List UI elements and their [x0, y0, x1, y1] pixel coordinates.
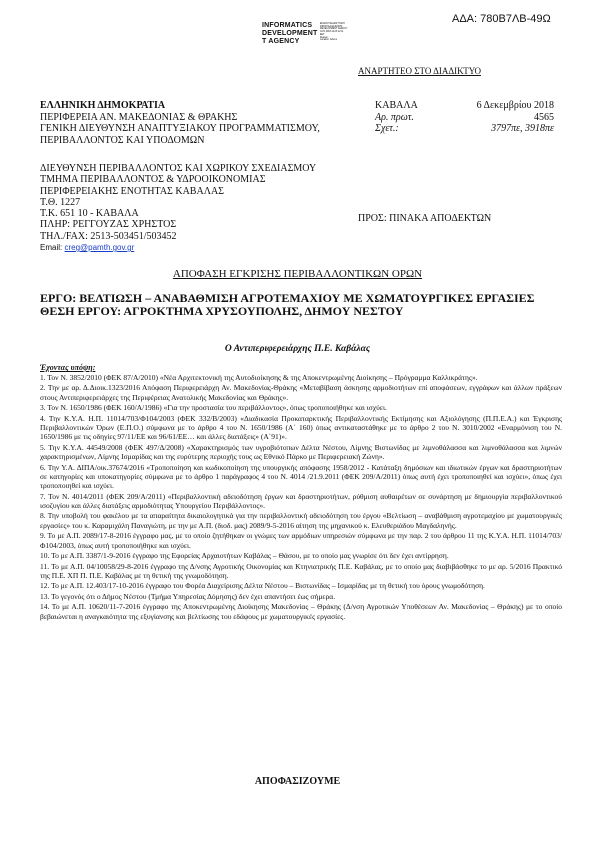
list-item: 11. Το με Α.Π. 04/10058/29-8-2016 έγγραφο της Δ/νσης Αγροτικής Οικονομίας και Κτηνιατρικής Π.Ε. Καβάλας, με το οποίο μας διαβιβάσθηκε το με αρ. 5/2016 Πρακτικό της Π.Ε. ΧΠ Π. Π.Ε. Καβάλας με τη θετική της γνωμοδότηση. [40, 561, 562, 580]
project-location: ΘΕΣΗ ΕΡΓΟΥ: ΑΓΡΟΚΤΗΜΑ ΧΡΥΣΟΥΠΟΛΗΣ, ΔΗΜΟΥ ΝΕΣΤΟΥ [40, 304, 404, 318]
related-value: 3797πε, 3918πε [491, 123, 554, 134]
contact-person: ΠΛΗΡ: ΡΕΓΓΟΥΖΑΣ ΧΡΗΣΤΟΣ [40, 219, 177, 231]
stamp-org-name: INFORMATICS DEVELOPMENT T AGENCY [262, 22, 318, 45]
region-name: ΠΕΡΙΦΕΡΕΙΑ ΑΝ. ΜΑΚΕΔΟΝΙΑΣ & ΘΡΑΚΗΣ [40, 111, 238, 123]
list-item: 1. Τον Ν. 3852/2010 (ΦΕΚ 87/Α/2010) «Νέα Αρχιτεκτονική της Αυτοδιοίκησης & της Αποκεντρωμένης Διοίκησης – Πρόγραμμα Καλλικράτης». [40, 373, 478, 382]
email-label: Email: [40, 243, 63, 253]
telephone-fax: ΤΗΛ./FAX: 2513-503451/503452 [40, 230, 177, 242]
project-heading [40, 292, 570, 318]
reference-block [375, 100, 560, 135]
directorate-name: ΔΙΕΥΘΥΝΣΗ ΠΕΡΙΒΑΛΛΟΝΤΟΣ ΚΑΙ ΧΩΡΙΚΟΥ ΣΧΕΔΙΑΣΜΟΥ [40, 163, 317, 174]
list-item: 4. Την Κ.Υ.Α. Η.Π. 11014/703/Φ104/2003 (ΦΕΚ 332/Β/2003) «Διαδικασία Προκαταρκτικής Περιβαλλοντικής Εκτίμησης και Αξιολόγησης (Π.Π.Ε.Α.) και Έγκρισης Περιβαλλοντικών Όρων (Ε.Π.Ο.) σύμφωνα με το άρθρο 4 του Ν. 1650/1986 (Α΄ 160) όπως αντικαταστάθηκε με το άρθρο 2 του Ν. 3010/2002 «Εναρμόνιση του Ν. 1650/1986 με τις οδηγίες 97/11/ΕΕ και 96/61/ΕΕ… και άλλες διατάξεις» (Α΄91)». [40, 413, 562, 442]
list-item: 13. Το γεγονός ότι ο Δήμος Νέστου (Τμήμα Υπηρεσίας Δόμησης) δεν έχει απαντήσει έως σήμερα. [40, 591, 336, 601]
general-directorate-line1: ΓΕΝΙΚΗ ΔΙΕΥΘΥΝΣΗ ΑΝΑΠΤΥΞΙΑΚΟΥ ΠΡΟΓΡΑΜΜΑΤΙΣΜΟΥ, [40, 123, 320, 134]
recipients-line: ΠΡΟΣ: ΠΙΝΑΚΑ ΑΠΟΔΕΚΤΩΝ [358, 213, 492, 224]
related-label: Σχετ.: [375, 123, 399, 134]
digital-signature-stamp [262, 22, 372, 48]
list-item: 3. Τον Ν. 1650/1986 (ΦΕΚ 160/Α/1986) «Για την προστασία του περιβάλλοντος», όπως τροποποιήθηκε και ισχύει. [40, 403, 387, 413]
city: ΚΑΒΑΛΑ [375, 100, 418, 111]
list-item: 2. Την με αρ. Δ.Διοικ.1323/2016 Απόφαση Περιφερειάρχη Αν. Μακεδονίας-Θράκης «Μεταβίβαση άσκησης αρμοδιοτήτων επί αποφάσεων, εγγράφων και άλλων πράξεων στους Αντιπεριφερειάρχες της Περιφέρειας Ανατολικής Μακεδονίας και Θράκης». [40, 383, 562, 402]
department-block [40, 163, 370, 253]
list-item: 14. Το με Α.Π. 10620/11-7-2016 έγγραφο της Αποκεντρωμένης Διοίκησης Μακεδονίας – Θράκης (Δ/νση Αγροτικών Υποθέσεων Αν. Μακεδονίας – Θράκης) με το οποίο βεβαιώνεται η αναγκαιότητα της εξυγίανσης και βελτίωσης του εδάφους με χωματουργικές εργασίες. [40, 602, 562, 621]
protocol-number: 4565 [534, 111, 554, 123]
list-item: 6. Την Υ.Α. ΔΙΠΑ/οικ.37674/2016 «Τροποποίηση και κωδικοποίηση της υπουργικής απόφασης 1958/2012 - Κατάταξη δημόσιων και ιδιωτικών έργων και δραστηριοτήτων σε κατηγορίες και υποκατηγορίες σύμφωνα με το άρθρο 1 παράγραφος 4 του Ν. 4014 /21.9.2011 (ΦΕΚ 209/Α/2011) όπως αυτή έχει τροποποιηθεί και ισχύει», όπως έχει τροποποιηθεί και ισχύει. [40, 462, 562, 491]
considerations-heading: Έχοντας υπόψη: [40, 363, 96, 372]
country-name: ΕΛΛΗΝΙΚΗ ΔΗΜΟΚΡΑΤΙΑ [40, 100, 166, 111]
decision-heading: ΑΠΟΦΑΣΙΖΟΥΜΕ [254, 776, 341, 787]
protocol-label: Αρ. πρωτ. [375, 111, 414, 123]
po-box: Τ.Θ. 1227 [40, 196, 81, 208]
list-item: 9. Το με Α.Π. 2089/17-8-2016 έγγραφο μας, με το οποίο ζητήθηκαν οι γνώμες των αρμόδιων υπηρεσιών σύμφωνα με την παρ. 2 του άρθρου 11 της Κ.Υ.Α. Η.Π. 11014/703/Φ104/2003, όπως αυτή τροποποιήθηκε και ισχύει. [40, 531, 562, 550]
general-directorate-line2: ΠΕΡΙΒΑΛΛΟΝΤΟΣ ΚΑΙ ΥΠΟΔΟΜΩΝ [40, 134, 205, 146]
publish-online-note: ΑΝΑΡΤΗΤΕΟ ΣΤΟ ΔΙΑΔΙΚΤΥΟ [358, 66, 481, 76]
ada-code: ΑΔΑ: 780Β7ΛΒ-49Ω [452, 13, 551, 25]
email-link[interactable]: creg@pamth.gov.gr [64, 243, 135, 253]
regional-unit: ΠΕΡΙΦΕΡΕΙΑΚΗΣ ΕΝΟΤΗΤΑΣ ΚΑΒΑΛΑΣ [40, 185, 224, 197]
email-line [40, 242, 370, 253]
department-name: ΤΜΗΜΑ ΠΕΡΙΒΑΛΛΟΝΤΟΣ & ΥΔΡΟΟΙΚΟΝΟΜΙΑΣ [40, 174, 266, 186]
project-name: ΕΡΓΟ: ΒΕΛΤΙΩΣΗ – ΑΝΑΒΑΘΜΙΣΗ ΑΓΡΟΤΕΜΑΧΙΟΥ ΜΕ ΧΩΜΑΤΟΥΡΓΙΚΕΣ ΕΡΓΑΣΙΕΣ [40, 291, 535, 305]
list-item: 7. Τον Ν. 4014/2011 (ΦΕΚ 209/Α/2011) «Περιβαλλοντική αδειοδότηση έργων και δραστηριοτήτων, ρύθμιση αυθαιρέτων σε συνάρτηση με δημιουργία περιβαλλοντικού ισοζυγίου και άλλες διατάξεις αρμοδιότητας Υπουργείου Περιβάλλοντος». [40, 491, 562, 510]
list-item: 12. Το με Α.Π. 12.403/17-10-2016 έγγραφο του Φορέα Διαχείρισης Δέλτα Νέστου – Βιστωνίδας – Ισμαρίδας με τη θετική του όρους γνωμοδότηση. [40, 581, 485, 591]
decision-title: ΑΠΟΦΑΣΗ ΕΓΚΡΙΣΗΣ ΠΕΡΙΒΑΛΛΟΝΤΙΚΩΝ ΟΡΩΝ [172, 268, 423, 280]
list-item: 5. Την Κ.Υ.Α. 44549/2008 (ΦΕΚ 497/Δ/2008) «Χαρακτηρισμός των υγροβιότοπων Δέλτα Νέστου, Λίμνης Βιστωνίδας με λιμνοθάλασσα και λιμνοθάλασσα και λιμνών χαρακτηρισμένων, Λίμνης Ισμαρίδας και της ευρύτερης περιοχής τους ως Εθνικό Πάρκο με Περιφερειακή Ζώνη». [40, 442, 562, 462]
postal-address: Τ.Κ. 651 10 - ΚΑΒΑΛΑ [40, 208, 139, 220]
list-item: 8. Την υποβολή του φακέλου με τα απαραίτητα δικαιολογητικά για την περιβαλλοντική αδειοδότηση του έργου «Βελτίωση – αναβάθμιση αγροτεμαχίου με χωματουργικές εργασίες» του κ. Καραμιχάλη Παναγιώτη, με την με Α.Π. (διοδ. μας) 2089/9-5-2016 αίτηση της μηχανικού κ. Ελευθεριάδου Μαγδαληνής. [40, 511, 562, 530]
issuing-official: Ο Αντιπεριφερειάρχης Π.Ε. Καβάλας [224, 344, 371, 354]
list-item: 10. Το με Α.Π. 3387/1-9-2016 έγγραφο της Εφορείας Αρχαιοτήτων Καβάλας – Θάσου, με το οποίο μας γνωρίσε ότι δεν έχει αντίρρηση. [40, 551, 449, 561]
issuer-header [40, 100, 370, 146]
considerations-list [40, 373, 562, 622]
stamp-signature-details: ΕΚΔΟΣΗ ΔΙΑΔΙΚΤΥΑΚΗ ΣΦΡΑΓΙΔΑ ΕΚΔΟΣΗΣ DEVELOPMENT AGENCY GOV 2018.12.06 12:11 EET Reason: Location: Athens [320, 23, 348, 42]
document-date: 6 Δεκεμβρίου 2018 [476, 100, 554, 111]
